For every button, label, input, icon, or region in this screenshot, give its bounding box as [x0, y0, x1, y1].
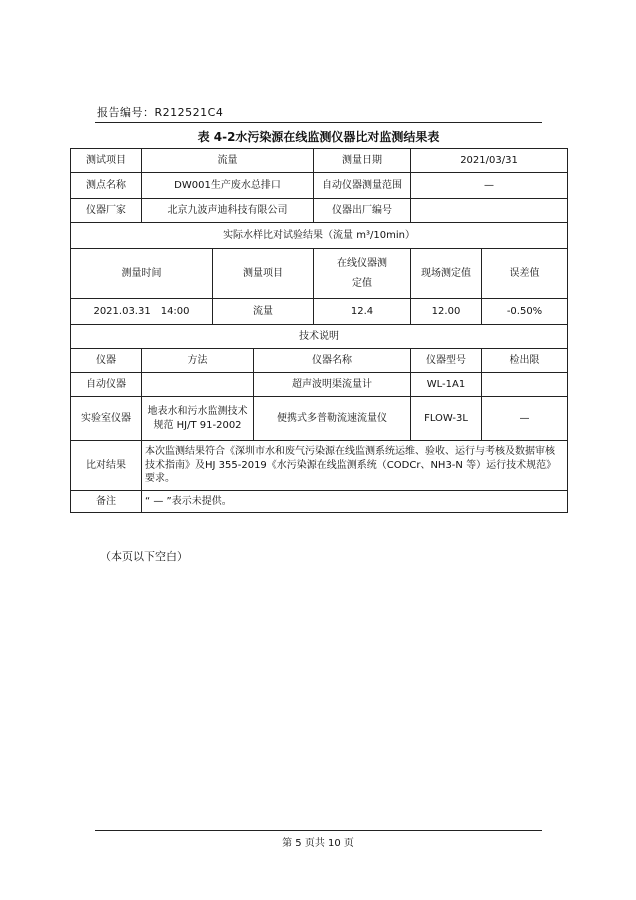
blank-note: （本页以下空白）: [100, 550, 188, 563]
result-time: 2021.03.31 14:00: [71, 299, 213, 325]
comparison-table: [70, 148, 568, 513]
date-label: 测量日期: [314, 149, 411, 173]
tech-header-name: 仪器名称: [254, 349, 411, 373]
conclusion-row: [71, 441, 568, 491]
maker-value: 北京九波声迪科技有限公司: [142, 199, 314, 223]
report-number: 报告编号：R212521C4: [97, 106, 224, 119]
tech-model: WL-1A1: [411, 373, 482, 397]
tech-header-row: [71, 349, 568, 373]
tech-instrument: 实验室仪器: [71, 397, 142, 441]
tech-section-row: [71, 325, 568, 349]
tech-method: 地表水和污水监测技术规范 HJ/T 91-2002: [142, 397, 254, 441]
result-section-title: 实际水样比对试验结果（流量 m³/10min）: [71, 223, 568, 249]
remark-row: [71, 491, 568, 513]
tech-name: 便携式多普勒流速流量仪: [254, 397, 411, 441]
test-item-value: 流量: [142, 149, 314, 173]
result-field: 12.00: [411, 299, 482, 325]
tech-row: [71, 373, 568, 397]
tech-detect: —: [482, 397, 568, 441]
result-section-row: [71, 223, 568, 249]
result-header-field: 现场测定值: [411, 249, 482, 299]
result-header-online-line2: 定值: [352, 277, 372, 289]
tech-method: [142, 373, 254, 397]
remark-label: 备注: [71, 491, 142, 513]
point-label: 测点名称: [71, 173, 142, 199]
result-header-online-line1: 在线仪器测: [337, 258, 387, 269]
range-value: —: [411, 173, 568, 199]
result-online: 12.4: [314, 299, 411, 325]
tech-model: FLOW-3L: [411, 397, 482, 441]
range-label: 自动仪器测量范围: [314, 173, 411, 199]
date-value: 2021/03/31: [411, 149, 568, 173]
tech-header-model: 仪器型号: [411, 349, 482, 373]
info-row: [71, 199, 568, 223]
result-error: -0.50%: [482, 299, 568, 325]
serial-label: 仪器出厂编号: [314, 199, 411, 223]
result-header-item: 测量项目: [213, 249, 314, 299]
point-value: DW001生产废水总排口: [142, 173, 314, 199]
tech-header-method: 方法: [142, 349, 254, 373]
header-rule: [95, 122, 542, 123]
result-item: 流量: [213, 299, 314, 325]
test-item-label: 测试项目: [71, 149, 142, 173]
info-row: [71, 173, 568, 199]
result-header-row: [71, 249, 568, 299]
tech-instrument: 自动仪器: [71, 373, 142, 397]
remark-text: “ — ”表示未提供。: [142, 491, 568, 513]
conclusion-label: 比对结果: [71, 441, 142, 491]
tech-section-title: 技术说明: [71, 325, 568, 349]
result-header-time: 测量时间: [71, 249, 213, 299]
result-header-online: [314, 249, 411, 299]
conclusion-text: 本次监测结果符合《深圳市水和废气污染源在线监测系统运维、验收、运行与考核及数据审核技术指南》及HJ 355-2019《水污染源在线监测系统（CODCr、NH3-N 等）运行技术规范》要求。: [142, 441, 568, 491]
tech-header-detect: 检出限: [482, 349, 568, 373]
maker-label: 仪器厂家: [71, 199, 142, 223]
serial-value: [411, 199, 568, 223]
result-header-error: 误差值: [482, 249, 568, 299]
info-row: [71, 149, 568, 173]
tech-header-instrument: 仪器: [71, 349, 142, 373]
result-data-row: [71, 299, 568, 325]
page-footer: 第 5 页共 10 页: [282, 838, 354, 849]
tech-name: 超声波明渠流量计: [254, 373, 411, 397]
tech-row: [71, 397, 568, 441]
table-title: 表 4-2水污染源在线监测仪器比对监测结果表: [197, 130, 440, 144]
tech-detect: [482, 373, 568, 397]
footer-rule: [95, 830, 542, 831]
